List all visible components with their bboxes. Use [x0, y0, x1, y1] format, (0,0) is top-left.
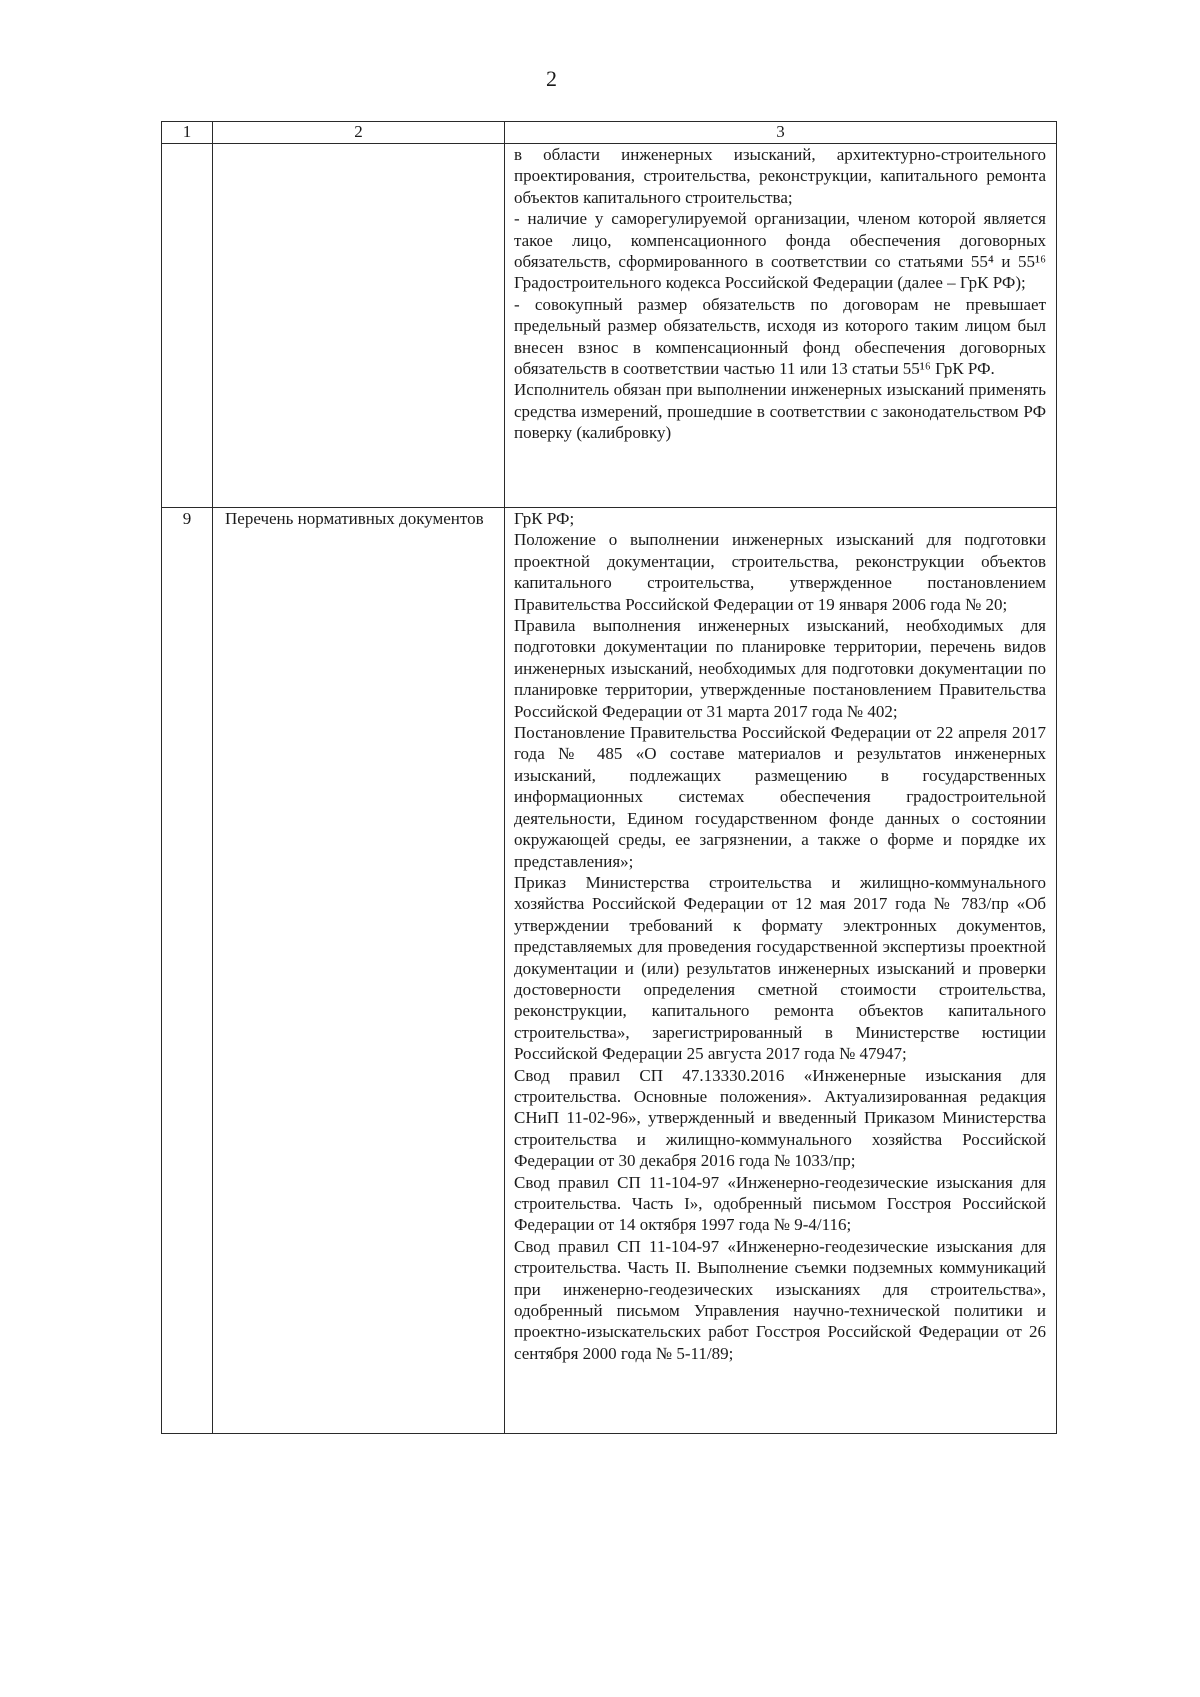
table-header-row [162, 122, 1057, 144]
requirements-table [161, 121, 1057, 1434]
paragraph: в области инженерных изысканий, архитектурно-строительного проектирования, строительства, реконструкции, капитального ремонта объектов капитального строительства; [514, 145, 1046, 207]
row-content-cell [505, 508, 1057, 1434]
table-row-continued [162, 144, 1057, 508]
paragraph: ГрК РФ; [514, 509, 575, 528]
row-content-cell [505, 144, 1057, 508]
paragraph: - совокупный размер обязательств по договорам не превышает предельный размер обязательств, исходя из которого таким лицом был внесен взнос в компенсационный фонд обеспечения договорных обязательств в соответствии частью 11 или 13 статьи 55¹⁶ ГрК РФ. [514, 294, 1046, 379]
row-name-cell [213, 144, 505, 508]
paragraph: Свод правил СП 11-104-97 «Инженерно-геодезические изыскания для строительства. Часть I», одобренный письмом Госстроя Российской Федерации от 14 октября 1997 года № 9-4/116; [514, 1172, 1046, 1235]
paragraph: Правила выполнения инженерных изысканий, необходимых для подготовки документации по планировке территории, перечень видов инженерных изысканий, необходимых для подготовки документации по планировке территории, утвержденные постановлением Правительства Российской Федерации от 31 марта 2017 года № 402; [514, 616, 1046, 721]
header-cell-1: 1 [162, 122, 213, 144]
page-number: 2 [546, 66, 557, 91]
table-row-9 [162, 508, 1057, 1434]
paragraph: Приказ Министерства строительства и жилищно-коммунального хозяйства Российской Федерации от 12 мая 2017 года № 783/пр «Об утверждении требований к формату электронных документов, представляемых для проведения государственной экспертизы проектной документации и (или) результатов инженерных изысканий и проверки достоверности определения сметной стоимости строительства, реконструкции, капитального ремонта объектов капитального строительства», зарегистрированный в Министерстве юстиции Российской Федерации 25 августа 2017 года № 47947; [514, 872, 1046, 1064]
paragraph: Исполнитель обязан при выполнении инженерных изысканий применять средства измерений, прошедшие в соответствии с законодательством РФ поверку (калибровку) [514, 380, 1046, 443]
row-number-cell [162, 144, 213, 508]
header-cell-2: 2 [213, 122, 505, 144]
paragraph: Постановление Правительства Российской Федерации от 22 апреля 2017 года № 485 «О составе материалов и результатов инженерных изысканий, подлежащих размещению в государственных информационных системах обеспечения градостроительной деятельности, Едином государственном фонде данных о состоянии окружающей среды, ее загрязнении, а также о форме и порядке их представления»; [514, 723, 1046, 871]
paragraph: Свод правил СП 47.13330.2016 «Инженерные изыскания для строительства. Основные положения». Актуализированная редакция СНиП 11-02-96», утвержденный и введенный Приказом Министерства строительства и жилищно-коммунального хозяйства Российской Федерации от 30 декабря 2016 года № 1033/пр; [514, 1065, 1046, 1171]
paragraph: Свод правил СП 11-104-97 «Инженерно-геодезические изыскания для строительства. Часть II. Выполнение съемки подземных коммуникаций при инженерно-геодезических изысканиях для строительства», одобренный письмом Управления научно-технической политики и проектно-изыскательских работ Госстроя Российской Федерации от 26 сентября 2000 года № 5-11/89; [514, 1236, 1046, 1363]
paragraph: - наличие у саморегулируемой организации, членом которой является такое лицо, компенсационного фонда обеспечения договорных обязательств, сформированного в соответствии со статьями 55⁴ и 55¹⁶ Градостроительного кодекса Российской Федерации (далее – ГрК РФ); [514, 209, 1046, 293]
paragraph: Положение о выполнении инженерных изысканий для подготовки проектной документации, строительства, реконструкции объектов капитального строительства, утвержденное постановлением Правительства Российской Федерации от 19 января 2006 года № 20; [514, 530, 1046, 614]
header-cell-3: 3 [505, 122, 1057, 144]
row-number-cell: 9 [162, 508, 213, 1434]
row-name-cell: Перечень нормативных документов [213, 508, 505, 1434]
